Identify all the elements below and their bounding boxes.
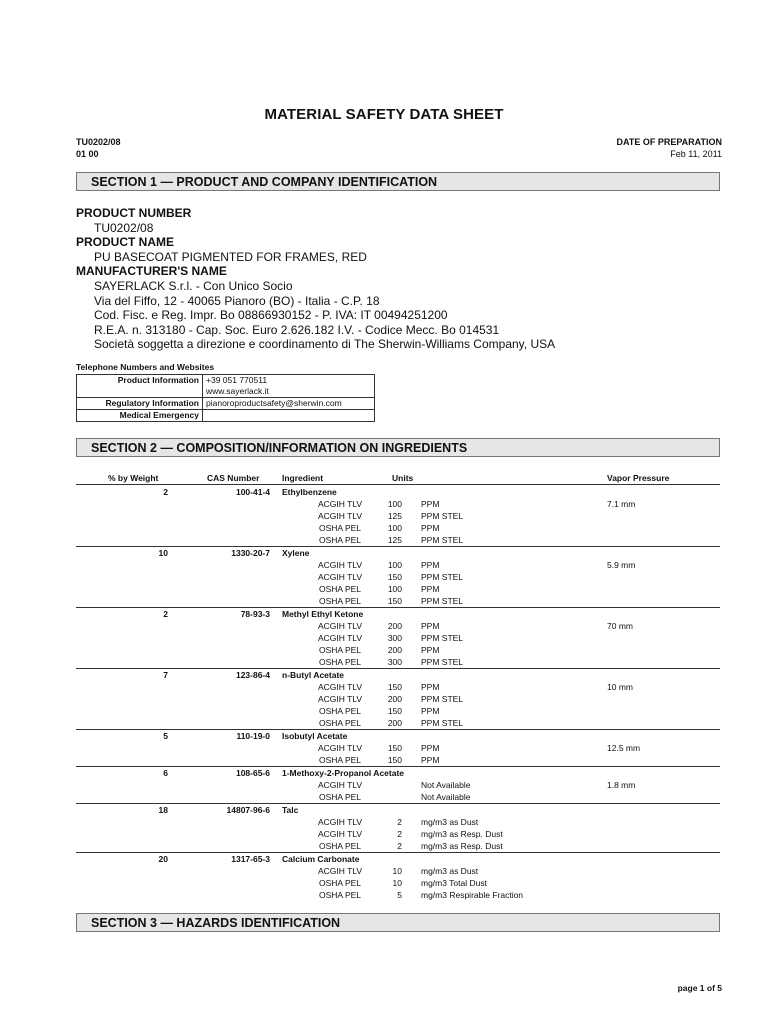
document-code-block xyxy=(76,136,121,160)
product-name: PU BASECOAT PIGMENTED FOR FRAMES, RED xyxy=(94,249,367,264)
limit-agency: OSHA PEL xyxy=(318,755,362,765)
manufacturer-line: Società soggetta a direzione e coordinamento di The Sherwin-Williams Company, USA xyxy=(94,337,556,352)
limit-agency: OSHA PEL xyxy=(318,718,362,728)
website-link[interactable]: www.sayerlack.it xyxy=(206,386,269,396)
exposure-limit-row xyxy=(76,571,720,583)
exposure-limit-row xyxy=(76,754,720,766)
limit-value: 150 xyxy=(387,743,402,753)
limit-value: 150 xyxy=(387,572,402,582)
ingredient-group xyxy=(76,669,720,730)
limit-value: 10 xyxy=(392,878,402,888)
limit-agency: OSHA PEL xyxy=(318,706,362,716)
limit-value: 150 xyxy=(387,596,402,606)
ingredient-name: Xylene xyxy=(282,548,310,558)
exposure-limit-row xyxy=(76,705,720,717)
contact-row xyxy=(77,375,375,398)
contact-label: Medical Emergency xyxy=(77,410,203,422)
weight-percent: 6 xyxy=(163,768,168,778)
limit-agency: ACGIH TLV xyxy=(317,780,363,790)
limit-agency: ACGIH TLV xyxy=(317,682,363,692)
limit-agency: ACGIH TLV xyxy=(317,633,363,643)
limit-agency: ACGIH TLV xyxy=(317,817,363,827)
ingredient-group xyxy=(76,608,720,669)
contact-label: Regulatory Information xyxy=(77,398,203,410)
ingredient-row xyxy=(76,669,720,681)
vapor-pressure: 7.1 mm xyxy=(607,499,636,509)
exposure-limit-row xyxy=(76,632,720,644)
exposure-limit-row xyxy=(76,620,720,632)
limit-unit: PPM STEL xyxy=(421,596,464,606)
limit-unit: PPM xyxy=(421,560,440,570)
limit-agency: OSHA PEL xyxy=(318,657,362,667)
limit-unit: PPM STEL xyxy=(421,718,464,728)
ingredient-row xyxy=(76,853,720,865)
ingredient-name: Isobutyl Acetate xyxy=(282,731,348,741)
ingredient-name: Ethylbenzene xyxy=(282,487,337,497)
limit-agency: ACGIH TLV xyxy=(317,621,363,631)
ingredient-row xyxy=(76,486,720,498)
limit-agency: OSHA PEL xyxy=(318,535,362,545)
limit-unit: PPM xyxy=(421,499,440,509)
revision-number: 01 00 xyxy=(76,149,99,159)
exposure-limit-row xyxy=(76,681,720,693)
page-number: page 1 of 5 xyxy=(677,983,722,993)
exposure-limit-row xyxy=(76,840,720,852)
ingredient-name: Calcium Carbonate xyxy=(282,854,360,864)
limit-value: 125 xyxy=(387,511,402,521)
limit-agency: ACGIH TLV xyxy=(317,743,363,753)
column-weight: % by Weight xyxy=(108,473,159,483)
limit-value: 2 xyxy=(397,841,402,851)
product-identification xyxy=(76,206,555,352)
limit-unit: PPM xyxy=(421,755,440,765)
weight-percent: 20 xyxy=(158,854,168,864)
limit-unit: PPM STEL xyxy=(421,694,464,704)
product-number: TU0202/08 xyxy=(94,220,154,235)
limit-agency: OSHA PEL xyxy=(318,792,362,802)
exposure-limit-row xyxy=(76,656,720,668)
ingredient-row xyxy=(76,804,720,816)
limit-unit: PPM STEL xyxy=(421,511,464,521)
vapor-pressure: 12.5 mm xyxy=(607,743,641,753)
contact-row xyxy=(77,398,375,410)
ingredient-name: Talc xyxy=(282,805,299,815)
weight-percent: 10 xyxy=(158,548,168,558)
column-units: Units xyxy=(392,473,414,483)
weight-percent: 2 xyxy=(163,609,168,619)
limit-value: 10 xyxy=(392,866,402,876)
ingredient-row xyxy=(76,608,720,620)
cas-number: 123-86-4 xyxy=(235,670,270,680)
product-number-label: PRODUCT NUMBER xyxy=(76,206,192,220)
limit-agency: OSHA PEL xyxy=(318,584,362,594)
limit-agency: OSHA PEL xyxy=(318,878,362,888)
column-ingredient: Ingredient xyxy=(282,473,324,483)
product-code: TU0202/08 xyxy=(76,137,121,147)
limit-value: 100 xyxy=(387,584,402,594)
manufacturer-line: SAYERLACK S.r.l. - Con Unico Socio xyxy=(94,278,293,293)
limit-value: 2 xyxy=(397,829,402,839)
limit-value: 5 xyxy=(397,890,402,900)
limit-unit: PPM STEL xyxy=(421,633,464,643)
limit-agency: ACGIH TLV xyxy=(317,572,363,582)
manufacturer-line: R.E.A. n. 313180 - Cap. Soc. Euro 2.626.182 I.V. - Codice Mecc. Bo 014531 xyxy=(94,322,500,337)
limit-agency: ACGIH TLV xyxy=(317,829,363,839)
weight-percent: 2 xyxy=(163,487,168,497)
ingredients-table xyxy=(76,486,720,901)
limit-value: 200 xyxy=(387,645,402,655)
limit-agency: OSHA PEL xyxy=(318,645,362,655)
limit-unit: Not Available xyxy=(421,792,471,802)
limit-value: 150 xyxy=(387,682,402,692)
limit-unit: PPM xyxy=(421,706,440,716)
contact-value xyxy=(203,410,375,422)
contact-value xyxy=(203,398,375,410)
exposure-limit-row xyxy=(76,534,720,546)
limit-unit: PPM STEL xyxy=(421,572,464,582)
phone-number: +39 051 770511 xyxy=(206,375,268,385)
exposure-limit-row xyxy=(76,889,720,901)
ingredient-name: n-Butyl Acetate xyxy=(282,670,345,680)
cas-number: 108-65-6 xyxy=(235,768,270,778)
limit-agency: ACGIH TLV xyxy=(317,694,363,704)
limit-value: 300 xyxy=(387,657,402,667)
exposure-limit-row xyxy=(76,779,720,791)
ingredients-header xyxy=(76,472,720,485)
preparation-date: Feb 11, 2011 xyxy=(670,149,722,159)
manufacturer-label: MANUFACTURER'S NAME xyxy=(76,264,227,279)
product-name-label: PRODUCT NAME xyxy=(76,235,174,250)
cas-number: 14807-96-6 xyxy=(226,805,270,815)
cas-number: 100-41-4 xyxy=(235,487,270,497)
vapor-pressure: 5.9 mm xyxy=(607,560,636,570)
exposure-limit-row xyxy=(76,510,720,522)
limit-unit: PPM STEL xyxy=(421,657,464,667)
exposure-limit-row xyxy=(76,865,720,877)
ingredient-group xyxy=(76,547,720,608)
limit-value: 100 xyxy=(387,523,402,533)
cas-number: 110-19-0 xyxy=(236,731,270,741)
limit-unit: PPM xyxy=(421,682,440,692)
cas-number: 1317-65-3 xyxy=(231,854,270,864)
limit-value: 100 xyxy=(387,560,402,570)
limit-unit: PPM xyxy=(421,584,440,594)
limit-agency: OSHA PEL xyxy=(318,890,362,900)
exposure-limit-row xyxy=(76,816,720,828)
limit-unit: PPM STEL xyxy=(421,535,464,545)
limit-unit: PPM xyxy=(421,621,440,631)
preparation-date-label: DATE OF PREPARATION xyxy=(616,137,722,147)
limit-unit: PPM xyxy=(421,645,440,655)
ingredient-group xyxy=(76,730,720,767)
limit-value: 200 xyxy=(387,718,402,728)
weight-percent: 5 xyxy=(163,731,168,741)
vapor-pressure: 1.8 mm xyxy=(607,780,636,790)
exposure-limit-row xyxy=(76,522,720,534)
contact-value xyxy=(203,375,375,398)
limit-unit: mg/m3 as Dust xyxy=(421,866,479,876)
limit-value: 125 xyxy=(387,535,402,545)
limit-value: 100 xyxy=(387,499,402,509)
ingredient-name: Methyl Ethyl Ketone xyxy=(282,609,364,619)
limit-unit: PPM xyxy=(421,523,440,533)
limit-agency: ACGIH TLV xyxy=(317,511,363,521)
section-2-heading: SECTION 2 — COMPOSITION/INFORMATION ON INGREDIENTS xyxy=(76,438,720,457)
exposure-limit-row xyxy=(76,644,720,656)
limit-agency: OSHA PEL xyxy=(318,841,362,851)
limit-unit: mg/m3 Respirable Fraction xyxy=(421,890,524,900)
limit-value: 200 xyxy=(387,621,402,631)
section-1-heading: SECTION 1 — PRODUCT AND COMPANY IDENTIFICATION xyxy=(76,172,720,191)
document-title: MATERIAL SAFETY DATA SHEET xyxy=(264,106,504,123)
limit-value: 150 xyxy=(387,755,402,765)
exposure-limit-row xyxy=(76,828,720,840)
exposure-limit-row xyxy=(76,583,720,595)
vapor-pressure: 10 mm xyxy=(607,682,633,692)
limit-agency: OSHA PEL xyxy=(318,523,362,533)
contact-label: Product Information xyxy=(77,375,203,398)
contacts-table xyxy=(76,374,375,422)
ingredient-row xyxy=(76,547,720,559)
limit-agency: ACGIH TLV xyxy=(317,560,363,570)
limit-unit: PPM xyxy=(421,743,440,753)
section-3-heading: SECTION 3 — HAZARDS IDENTIFICATION xyxy=(76,913,720,932)
exposure-limit-row xyxy=(76,693,720,705)
weight-percent: 18 xyxy=(158,805,168,815)
vapor-pressure: 70 mm xyxy=(607,621,633,631)
exposure-limit-row xyxy=(76,559,720,571)
limit-agency: OSHA PEL xyxy=(318,596,362,606)
limit-unit: mg/m3 as Resp. Dust xyxy=(421,841,503,851)
weight-percent: 7 xyxy=(163,670,168,680)
manufacturer-line: Cod. Fisc. e Reg. Impr. Bo 08866930152 - P. IVA: IT 00494251200 xyxy=(94,308,448,323)
limit-unit: mg/m3 as Resp. Dust xyxy=(421,829,503,839)
column-vapor-pressure: Vapor Pressure xyxy=(607,473,670,483)
limit-value: 150 xyxy=(387,706,402,716)
ingredient-name: 1-Methoxy-2-Propanol Acetate xyxy=(282,768,405,778)
exposure-limit-row xyxy=(76,877,720,889)
limit-unit: Not Available xyxy=(421,780,471,790)
email-link[interactable]: pianoroproductsafety@sherwin.com xyxy=(206,398,342,408)
ingredient-group xyxy=(76,853,720,901)
limit-agency: ACGIH TLV xyxy=(317,866,363,876)
limit-value: 200 xyxy=(387,694,402,704)
manufacturer-line: Via del Fiffo, 12 - 40065 Pianoro (BO) - Italia - C.P. 18 xyxy=(94,293,380,308)
exposure-limit-row xyxy=(76,791,720,803)
limit-unit: mg/m3 as Dust xyxy=(421,817,479,827)
preparation-date-block xyxy=(617,136,723,160)
contact-row xyxy=(77,410,375,422)
limit-unit: mg/m3 Total Dust xyxy=(421,878,487,888)
limit-value: 2 xyxy=(397,817,402,827)
limit-value: 300 xyxy=(387,633,402,643)
cas-number: 78-93-3 xyxy=(240,609,270,619)
exposure-limit-row xyxy=(76,742,720,754)
column-cas: CAS Number xyxy=(207,473,260,483)
exposure-limit-row xyxy=(76,595,720,607)
exposure-limit-row xyxy=(76,498,720,510)
telephone-heading: Telephone Numbers and Websites xyxy=(76,362,215,372)
ingredient-group xyxy=(76,804,720,853)
ingredient-row xyxy=(76,767,720,779)
ingredient-group xyxy=(76,767,720,804)
ingredient-row xyxy=(76,730,720,742)
cas-number: 1330-20-7 xyxy=(231,548,270,558)
ingredient-group xyxy=(76,486,720,547)
exposure-limit-row xyxy=(76,717,720,729)
limit-agency: ACGIH TLV xyxy=(317,499,363,509)
